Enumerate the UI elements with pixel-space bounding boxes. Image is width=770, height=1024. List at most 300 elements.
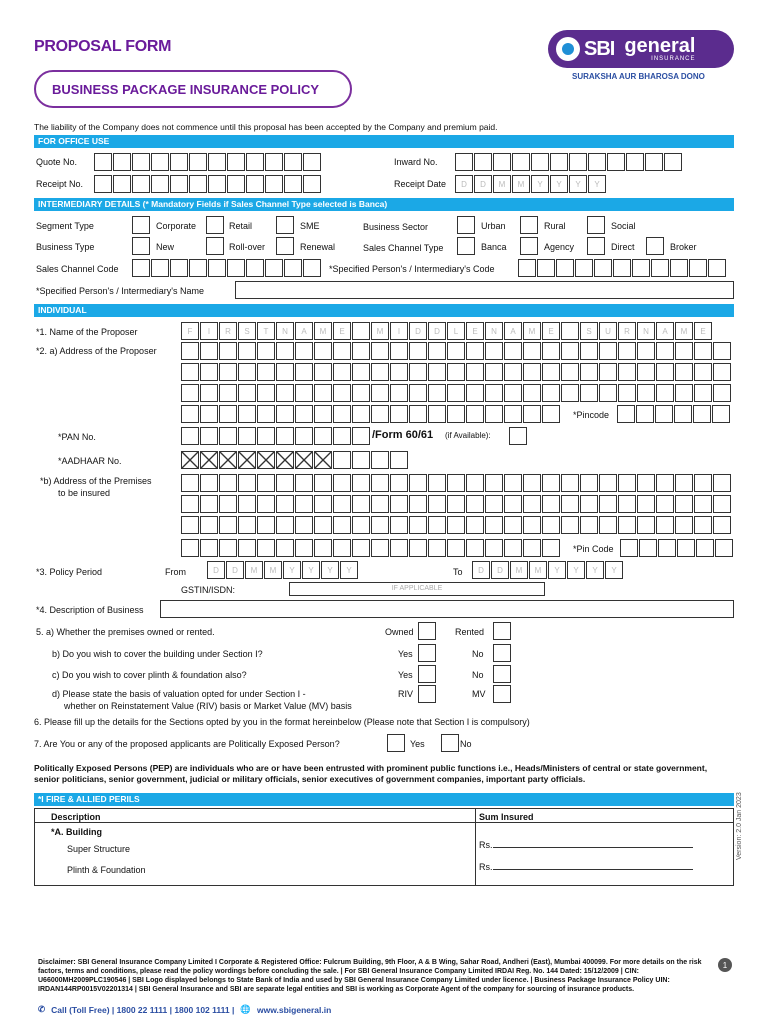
- char-box[interactable]: [428, 384, 446, 402]
- char-box[interactable]: [504, 539, 522, 557]
- super-structure-sum[interactable]: [479, 839, 693, 850]
- char-box[interactable]: [466, 474, 484, 492]
- premises-line-4[interactable]: [181, 539, 561, 557]
- q5b-no-checkbox[interactable]: [493, 644, 511, 662]
- char-box[interactable]: [637, 516, 655, 534]
- char-box[interactable]: [219, 474, 237, 492]
- char-box[interactable]: U: [599, 322, 617, 340]
- char-box[interactable]: [637, 363, 655, 381]
- char-box[interactable]: [656, 363, 674, 381]
- char-box[interactable]: [455, 153, 473, 171]
- char-box[interactable]: [390, 495, 408, 513]
- specified-name-input[interactable]: [235, 281, 734, 299]
- char-box[interactable]: [428, 474, 446, 492]
- char-box[interactable]: [333, 384, 351, 402]
- quote-input[interactable]: [94, 153, 322, 171]
- char-box[interactable]: [314, 363, 332, 381]
- char-box[interactable]: [371, 405, 389, 423]
- char-box[interactable]: [94, 153, 112, 171]
- char-box[interactable]: [94, 175, 112, 193]
- char-box[interactable]: [580, 516, 598, 534]
- pan-input[interactable]: [181, 427, 371, 445]
- char-box[interactable]: [694, 384, 712, 402]
- char-box[interactable]: [314, 474, 332, 492]
- char-box[interactable]: [613, 259, 631, 277]
- char-box[interactable]: M: [523, 322, 541, 340]
- char-box[interactable]: [181, 405, 199, 423]
- owned-checkbox[interactable]: [418, 622, 436, 640]
- char-box[interactable]: [371, 539, 389, 557]
- char-box[interactable]: [542, 384, 560, 402]
- char-box[interactable]: [523, 495, 541, 513]
- char-box[interactable]: T: [257, 322, 275, 340]
- char-box[interactable]: [637, 495, 655, 513]
- segment-retail-checkbox[interactable]: [206, 216, 224, 234]
- char-box[interactable]: M: [675, 322, 693, 340]
- char-box[interactable]: [542, 539, 560, 557]
- char-box[interactable]: [409, 516, 427, 534]
- char-box[interactable]: [618, 474, 636, 492]
- char-box[interactable]: D: [474, 175, 492, 193]
- premises-line-2[interactable]: [181, 495, 732, 513]
- char-box[interactable]: [295, 384, 313, 402]
- riv-checkbox[interactable]: [418, 685, 436, 703]
- char-box[interactable]: M: [264, 561, 282, 579]
- char-box[interactable]: [556, 259, 574, 277]
- char-box[interactable]: [238, 427, 256, 445]
- char-box[interactable]: [466, 342, 484, 360]
- q5c-no-checkbox[interactable]: [493, 665, 511, 683]
- char-box[interactable]: [428, 342, 446, 360]
- char-box[interactable]: [561, 322, 579, 340]
- char-box[interactable]: [409, 384, 427, 402]
- char-box[interactable]: [656, 474, 674, 492]
- char-box[interactable]: [409, 405, 427, 423]
- char-box[interactable]: [390, 384, 408, 402]
- char-box[interactable]: [113, 153, 131, 171]
- char-box[interactable]: [428, 495, 446, 513]
- char-box[interactable]: [265, 175, 283, 193]
- char-box[interactable]: [664, 153, 682, 171]
- receipt-date-input[interactable]: [455, 175, 607, 193]
- char-box[interactable]: M: [512, 175, 530, 193]
- website-link[interactable]: www.sbigeneral.in: [256, 1004, 332, 1015]
- char-box[interactable]: [580, 384, 598, 402]
- char-box[interactable]: [626, 153, 644, 171]
- char-box[interactable]: [295, 451, 313, 469]
- char-box[interactable]: [181, 451, 199, 469]
- char-box[interactable]: [713, 516, 731, 534]
- char-box[interactable]: [485, 495, 503, 513]
- char-box[interactable]: [132, 175, 150, 193]
- char-box[interactable]: [694, 495, 712, 513]
- char-box[interactable]: [485, 363, 503, 381]
- char-box[interactable]: [200, 363, 218, 381]
- char-box[interactable]: [295, 363, 313, 381]
- char-box[interactable]: [352, 451, 370, 469]
- char-box[interactable]: [550, 153, 568, 171]
- plinth-sum[interactable]: [479, 861, 693, 872]
- char-box[interactable]: [257, 495, 275, 513]
- char-box[interactable]: [474, 153, 492, 171]
- char-box[interactable]: [238, 495, 256, 513]
- char-box[interactable]: [523, 363, 541, 381]
- char-box[interactable]: [151, 259, 169, 277]
- char-box[interactable]: [170, 153, 188, 171]
- char-box[interactable]: [428, 539, 446, 557]
- char-box[interactable]: [314, 384, 332, 402]
- char-box[interactable]: [181, 539, 199, 557]
- proposer-name-input[interactable]: [181, 322, 713, 340]
- char-box[interactable]: [333, 363, 351, 381]
- char-box[interactable]: [485, 405, 503, 423]
- char-box[interactable]: [485, 539, 503, 557]
- char-box[interactable]: [675, 516, 693, 534]
- char-box[interactable]: [314, 451, 332, 469]
- char-box[interactable]: [580, 363, 598, 381]
- char-box[interactable]: [276, 363, 294, 381]
- char-box[interactable]: [504, 516, 522, 534]
- char-box[interactable]: [485, 384, 503, 402]
- char-box[interactable]: M: [314, 322, 332, 340]
- char-box[interactable]: [276, 451, 294, 469]
- char-box[interactable]: Y: [569, 175, 587, 193]
- char-box[interactable]: [466, 539, 484, 557]
- segment-corporate-checkbox[interactable]: [132, 216, 150, 234]
- char-box[interactable]: [170, 259, 188, 277]
- char-box[interactable]: Y: [567, 561, 585, 579]
- char-box[interactable]: [333, 516, 351, 534]
- char-box[interactable]: [390, 516, 408, 534]
- char-box[interactable]: [219, 451, 237, 469]
- char-box[interactable]: [485, 516, 503, 534]
- char-box[interactable]: [219, 516, 237, 534]
- char-box[interactable]: [333, 539, 351, 557]
- char-box[interactable]: [276, 539, 294, 557]
- char-box[interactable]: [352, 322, 370, 340]
- char-box[interactable]: R: [219, 322, 237, 340]
- char-box[interactable]: [257, 451, 275, 469]
- char-box[interactable]: A: [656, 322, 674, 340]
- char-box[interactable]: M: [493, 175, 511, 193]
- char-box[interactable]: R: [618, 322, 636, 340]
- char-box[interactable]: [219, 539, 237, 557]
- channel-direct-checkbox[interactable]: [587, 237, 605, 255]
- char-box[interactable]: M: [510, 561, 528, 579]
- char-box[interactable]: [284, 153, 302, 171]
- char-box[interactable]: [390, 474, 408, 492]
- char-box[interactable]: [713, 342, 731, 360]
- char-box[interactable]: [466, 516, 484, 534]
- char-box[interactable]: [200, 342, 218, 360]
- char-box[interactable]: [257, 342, 275, 360]
- char-box[interactable]: [523, 539, 541, 557]
- char-box[interactable]: [238, 384, 256, 402]
- char-box[interactable]: [618, 516, 636, 534]
- premises-line-3[interactable]: [181, 516, 732, 534]
- char-box[interactable]: [485, 474, 503, 492]
- char-box[interactable]: [561, 516, 579, 534]
- char-box[interactable]: [607, 153, 625, 171]
- char-box[interactable]: [636, 405, 654, 423]
- char-box[interactable]: [618, 342, 636, 360]
- btype-rollover-checkbox[interactable]: [206, 237, 224, 255]
- char-box[interactable]: [523, 342, 541, 360]
- char-box[interactable]: A: [295, 322, 313, 340]
- char-box[interactable]: [314, 539, 332, 557]
- char-box[interactable]: N: [637, 322, 655, 340]
- char-box[interactable]: [352, 363, 370, 381]
- channel-agency-checkbox[interactable]: [520, 237, 538, 255]
- char-box[interactable]: [674, 405, 692, 423]
- char-box[interactable]: [151, 175, 169, 193]
- char-box[interactable]: [428, 405, 446, 423]
- char-box[interactable]: [542, 342, 560, 360]
- char-box[interactable]: [696, 539, 714, 557]
- business-description-input[interactable]: [160, 600, 734, 618]
- char-box[interactable]: [352, 516, 370, 534]
- pep-no-checkbox[interactable]: [441, 734, 459, 752]
- char-box[interactable]: [189, 175, 207, 193]
- char-box[interactable]: [181, 342, 199, 360]
- char-box[interactable]: [333, 495, 351, 513]
- char-box[interactable]: [618, 495, 636, 513]
- char-box[interactable]: [561, 495, 579, 513]
- char-box[interactable]: [333, 451, 351, 469]
- char-box[interactable]: [504, 495, 522, 513]
- char-box[interactable]: [656, 495, 674, 513]
- char-box[interactable]: [219, 495, 237, 513]
- char-box[interactable]: [333, 342, 351, 360]
- char-box[interactable]: [219, 363, 237, 381]
- char-box[interactable]: N: [276, 322, 294, 340]
- char-box[interactable]: [658, 539, 676, 557]
- char-box[interactable]: [542, 474, 560, 492]
- char-box[interactable]: [655, 405, 673, 423]
- char-box[interactable]: [632, 259, 650, 277]
- char-box[interactable]: [227, 259, 245, 277]
- char-box[interactable]: Y: [548, 561, 566, 579]
- char-box[interactable]: [588, 153, 606, 171]
- char-box[interactable]: [542, 516, 560, 534]
- char-box[interactable]: Y: [340, 561, 358, 579]
- pep-yes-checkbox[interactable]: [387, 734, 405, 752]
- char-box[interactable]: [257, 474, 275, 492]
- char-box[interactable]: [181, 363, 199, 381]
- char-box[interactable]: [447, 363, 465, 381]
- address-line-1[interactable]: [181, 342, 732, 360]
- char-box[interactable]: [713, 474, 731, 492]
- char-box[interactable]: [170, 175, 188, 193]
- char-box[interactable]: [303, 153, 321, 171]
- char-box[interactable]: [504, 384, 522, 402]
- char-box[interactable]: [295, 495, 313, 513]
- char-box[interactable]: [276, 516, 294, 534]
- btype-new-checkbox[interactable]: [132, 237, 150, 255]
- char-box[interactable]: I: [200, 322, 218, 340]
- char-box[interactable]: [504, 474, 522, 492]
- char-box[interactable]: [409, 363, 427, 381]
- char-box[interactable]: [693, 405, 711, 423]
- char-box[interactable]: [599, 474, 617, 492]
- char-box[interactable]: [599, 363, 617, 381]
- char-box[interactable]: [639, 539, 657, 557]
- char-box[interactable]: [352, 539, 370, 557]
- char-box[interactable]: [599, 516, 617, 534]
- char-box[interactable]: [677, 539, 695, 557]
- char-box[interactable]: [504, 363, 522, 381]
- char-box[interactable]: [132, 153, 150, 171]
- char-box[interactable]: [371, 342, 389, 360]
- char-box[interactable]: [352, 342, 370, 360]
- to-date-input[interactable]: [472, 561, 624, 579]
- char-box[interactable]: [189, 259, 207, 277]
- char-box[interactable]: [200, 474, 218, 492]
- char-box[interactable]: [618, 363, 636, 381]
- channel-broker-checkbox[interactable]: [646, 237, 664, 255]
- char-box[interactable]: [238, 342, 256, 360]
- char-box[interactable]: [276, 342, 294, 360]
- char-box[interactable]: [504, 342, 522, 360]
- char-box[interactable]: [314, 495, 332, 513]
- char-box[interactable]: [518, 259, 536, 277]
- char-box[interactable]: Y: [605, 561, 623, 579]
- char-box[interactable]: [542, 405, 560, 423]
- char-box[interactable]: [580, 342, 598, 360]
- char-box[interactable]: [409, 342, 427, 360]
- char-box[interactable]: [569, 153, 587, 171]
- char-box[interactable]: [390, 451, 408, 469]
- char-box[interactable]: [447, 495, 465, 513]
- form60-checkbox[interactable]: [509, 427, 527, 445]
- char-box[interactable]: [200, 451, 218, 469]
- char-box[interactable]: [371, 516, 389, 534]
- char-box[interactable]: [428, 363, 446, 381]
- channel-banca-checkbox[interactable]: [457, 237, 475, 255]
- char-box[interactable]: [333, 474, 351, 492]
- char-box[interactable]: [257, 363, 275, 381]
- char-box[interactable]: [257, 405, 275, 423]
- char-box[interactable]: [276, 384, 294, 402]
- char-box[interactable]: M: [529, 561, 547, 579]
- char-box[interactable]: [713, 363, 731, 381]
- char-box[interactable]: [181, 516, 199, 534]
- char-box[interactable]: [227, 153, 245, 171]
- char-box[interactable]: [675, 474, 693, 492]
- char-box[interactable]: [238, 539, 256, 557]
- char-box[interactable]: E: [542, 322, 560, 340]
- char-box[interactable]: D: [455, 175, 473, 193]
- char-box[interactable]: [352, 427, 370, 445]
- char-box[interactable]: [715, 539, 733, 557]
- char-box[interactable]: [409, 539, 427, 557]
- char-box[interactable]: [561, 384, 579, 402]
- char-box[interactable]: [466, 363, 484, 381]
- mv-checkbox[interactable]: [493, 685, 511, 703]
- char-box[interactable]: [561, 363, 579, 381]
- char-box[interactable]: Y: [586, 561, 604, 579]
- char-box[interactable]: [390, 363, 408, 381]
- char-box[interactable]: [708, 259, 726, 277]
- char-box[interactable]: [599, 342, 617, 360]
- char-box[interactable]: [645, 153, 663, 171]
- char-box[interactable]: [466, 405, 484, 423]
- char-box[interactable]: [200, 427, 218, 445]
- char-box[interactable]: [637, 342, 655, 360]
- char-box[interactable]: [219, 427, 237, 445]
- char-box[interactable]: [618, 384, 636, 402]
- char-box[interactable]: [219, 405, 237, 423]
- char-box[interactable]: A: [504, 322, 522, 340]
- char-box[interactable]: [265, 259, 283, 277]
- char-box[interactable]: [333, 405, 351, 423]
- char-box[interactable]: [181, 427, 199, 445]
- char-box[interactable]: [276, 405, 294, 423]
- char-box[interactable]: [219, 384, 237, 402]
- aadhaar-input[interactable]: [181, 451, 409, 469]
- char-box[interactable]: [246, 259, 264, 277]
- char-box[interactable]: [523, 474, 541, 492]
- char-box[interactable]: [295, 539, 313, 557]
- char-box[interactable]: [181, 384, 199, 402]
- premises-line-1[interactable]: [181, 474, 732, 492]
- char-box[interactable]: [295, 474, 313, 492]
- char-box[interactable]: [575, 259, 593, 277]
- char-box[interactable]: [694, 516, 712, 534]
- char-box[interactable]: [200, 539, 218, 557]
- char-box[interactable]: [276, 474, 294, 492]
- char-box[interactable]: [333, 427, 351, 445]
- address-line-4[interactable]: [181, 405, 561, 423]
- segment-sme-checkbox[interactable]: [276, 216, 294, 234]
- char-box[interactable]: D: [207, 561, 225, 579]
- char-box[interactable]: [303, 175, 321, 193]
- char-box[interactable]: [151, 153, 169, 171]
- char-box[interactable]: [694, 342, 712, 360]
- char-box[interactable]: [675, 384, 693, 402]
- char-box[interactable]: [712, 405, 730, 423]
- pincode-input[interactable]: [617, 405, 731, 423]
- char-box[interactable]: [371, 384, 389, 402]
- char-box[interactable]: [390, 342, 408, 360]
- char-box[interactable]: [447, 539, 465, 557]
- char-box[interactable]: [200, 495, 218, 513]
- char-box[interactable]: [303, 259, 321, 277]
- char-box[interactable]: S: [238, 322, 256, 340]
- char-box[interactable]: [132, 259, 150, 277]
- char-box[interactable]: [523, 516, 541, 534]
- char-box[interactable]: [447, 384, 465, 402]
- char-box[interactable]: [314, 342, 332, 360]
- char-box[interactable]: [257, 516, 275, 534]
- char-box[interactable]: [447, 474, 465, 492]
- char-box[interactable]: [447, 342, 465, 360]
- char-box[interactable]: [409, 495, 427, 513]
- char-box[interactable]: [113, 175, 131, 193]
- char-box[interactable]: [561, 474, 579, 492]
- char-box[interactable]: [537, 259, 555, 277]
- char-box[interactable]: [238, 405, 256, 423]
- char-box[interactable]: [295, 405, 313, 423]
- char-box[interactable]: [238, 516, 256, 534]
- sector-social-checkbox[interactable]: [587, 216, 605, 234]
- char-box[interactable]: D: [409, 322, 427, 340]
- char-box[interactable]: [466, 495, 484, 513]
- char-box[interactable]: [181, 495, 199, 513]
- char-box[interactable]: [542, 363, 560, 381]
- from-date-input[interactable]: [207, 561, 359, 579]
- char-box[interactable]: [580, 474, 598, 492]
